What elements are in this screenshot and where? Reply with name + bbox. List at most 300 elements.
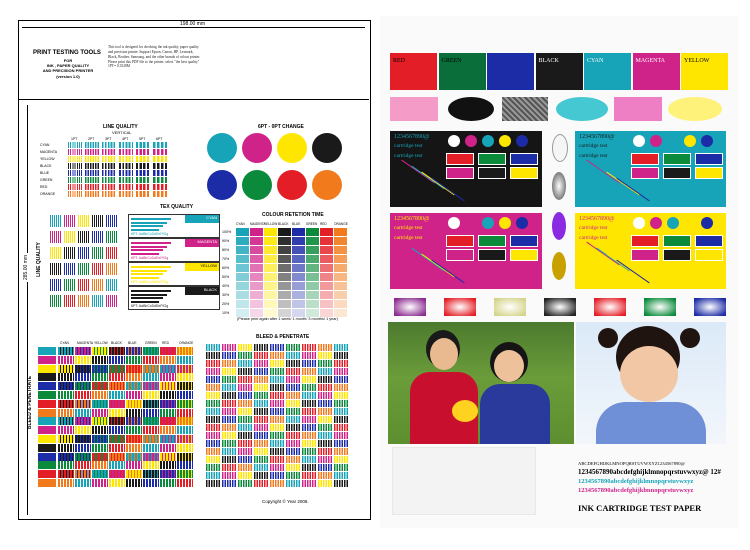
bleed-cell (177, 391, 193, 399)
bleed-cell (143, 461, 159, 469)
bleed-cell (160, 435, 176, 443)
panel-rect (631, 153, 659, 165)
panel-number: 1234567890@ (579, 216, 615, 222)
lq-cell (102, 170, 116, 176)
retention-cell (306, 291, 319, 299)
lq-cell (153, 191, 167, 197)
font-line-3: 1234567890abcdefghijklmnopqrstuvwxyz (578, 478, 694, 485)
lq-cell (102, 156, 116, 162)
bleed-cell (58, 461, 74, 469)
bleed-cell (160, 382, 176, 390)
bleed-cell (126, 479, 142, 487)
lq-row-label: ORANGE (40, 192, 56, 196)
bleed-cell (334, 472, 349, 479)
retention-cell (278, 237, 291, 245)
lq-col-label: 2PT (88, 137, 95, 141)
bleed-cell (334, 360, 349, 367)
bleed-cell (222, 376, 237, 383)
tex-line (131, 249, 163, 251)
bleed-cell (109, 461, 125, 469)
bleed-cell (126, 391, 142, 399)
bleed-cell (177, 347, 193, 355)
bleed-cell (177, 365, 193, 373)
gradient-swatch (694, 298, 726, 316)
bleed-cell (254, 376, 269, 383)
bleed-cell (75, 356, 91, 364)
panel-rect (446, 153, 474, 165)
bleed-cell (286, 360, 301, 367)
lq-cell (119, 142, 133, 148)
bleed-cell (206, 344, 221, 351)
bleed-cell (58, 373, 74, 381)
bleed-cell (254, 424, 269, 431)
cartridge-panel (575, 131, 726, 207)
lq-cell (85, 156, 99, 162)
ink-circle (277, 133, 307, 163)
panel-rect (631, 249, 659, 261)
bleed-cell (126, 470, 142, 478)
bleed-cell (126, 409, 142, 417)
lq-cell (85, 142, 99, 148)
ink-circle (207, 170, 237, 200)
bleed-cell (143, 347, 159, 355)
bleed-cell (302, 400, 317, 407)
lq-col-label: 5PT (139, 137, 146, 141)
bleed-cell (286, 368, 301, 375)
bleed-cell (302, 448, 317, 455)
lq-cell (68, 184, 82, 190)
lq2-cell (78, 279, 90, 291)
baby-face (620, 346, 678, 402)
bleed-cell (270, 344, 285, 351)
lq-cell (68, 191, 82, 197)
lq2-cell (78, 295, 90, 307)
bleed-cell (160, 347, 176, 355)
retention-cell (334, 291, 347, 299)
retention-cell (292, 264, 305, 272)
bleed-cell (318, 360, 333, 367)
bleed-cell (160, 426, 176, 434)
retention-cell (306, 309, 319, 317)
font-line-2: 1234567890abcdefghijklmnopqrstuvwxyz@ 12# (578, 468, 721, 476)
retention-title: COLOUR RETETION TIME (262, 212, 324, 218)
lq-cell (119, 177, 133, 183)
bleed-cell (254, 464, 269, 471)
bleed-row-swatch (38, 426, 56, 434)
bleed-cell (286, 392, 301, 399)
lq-cell (136, 149, 150, 155)
bleed-cell (318, 424, 333, 431)
retention-cell (264, 282, 277, 290)
bleed-cell (92, 391, 108, 399)
bleed-cell (222, 368, 237, 375)
bleed-cell (92, 409, 108, 417)
bleed-cell (334, 456, 349, 463)
bleed-cell (143, 365, 159, 373)
bleed-cell (334, 416, 349, 423)
retention-cell (278, 282, 291, 290)
bleed-cell (334, 352, 349, 359)
panel-rect (663, 249, 691, 261)
bleed-cell (302, 352, 317, 359)
panel-dot (465, 135, 477, 147)
lq-row-label: YELLOW (40, 157, 55, 161)
bleed-cell (222, 344, 237, 351)
bleed-row-swatch (38, 391, 56, 399)
bleed-cell (75, 347, 91, 355)
retention-cell (334, 255, 347, 263)
retention-cell (334, 273, 347, 281)
bleed-col-label: MAGENTA (77, 341, 94, 345)
panel-rect (695, 235, 723, 247)
panel-dot (650, 217, 662, 229)
bleed-cell (206, 352, 221, 359)
bleed-cell (143, 400, 159, 408)
retention-cell (264, 300, 277, 308)
bleed-cell (254, 392, 269, 399)
color-bar (584, 53, 631, 90)
bleed-row-swatch (38, 365, 56, 373)
bleed-cell (75, 365, 91, 373)
retention-cell (250, 291, 263, 299)
height-dimension-line (27, 105, 28, 515)
height-label: 285.00 mm (23, 254, 30, 281)
lq-cell (68, 177, 82, 183)
bleed-cell (177, 461, 193, 469)
lq2-cell (78, 231, 90, 243)
bleed-cell (222, 400, 237, 407)
retention-cell (320, 282, 333, 290)
bleed-cell (270, 360, 285, 367)
bleed-cell (238, 424, 253, 431)
retention-cell (292, 273, 305, 281)
lq2-cell (50, 279, 62, 291)
bleed-col-label: RED (162, 341, 169, 345)
bleed-cell (302, 432, 317, 439)
panel-dot (701, 217, 713, 229)
lq2-cell (64, 295, 76, 307)
bleed-cell (143, 391, 159, 399)
bleed-cell (206, 424, 221, 431)
bleed-cell (143, 356, 159, 364)
lq-row-label: GREEN (40, 178, 53, 182)
bleed-col-label: BLACK (111, 341, 122, 345)
bleed-cell (334, 384, 349, 391)
retention-cell (320, 309, 333, 317)
lq-row-label: BLACK (40, 164, 52, 168)
bleed-cell (160, 365, 176, 373)
bleed-cell (270, 464, 285, 471)
tex-line (131, 218, 171, 220)
bleed-cell (58, 382, 74, 390)
bleed-cell (109, 479, 125, 487)
bleed-cell (270, 432, 285, 439)
retention-cell (292, 237, 305, 245)
panel-number: 1234567890@ (394, 216, 430, 222)
tex-line (131, 253, 159, 255)
bleed-cell (109, 391, 125, 399)
retention-cell (236, 273, 249, 281)
bleed-cell (318, 384, 333, 391)
bleed-cell (318, 368, 333, 375)
panel-rect (446, 235, 474, 247)
bleed-cell (238, 432, 253, 439)
retention-cell (236, 282, 249, 290)
bleed-cell (254, 384, 269, 391)
blank-sample-area (392, 447, 536, 515)
lq2-cell (78, 215, 90, 227)
bleed-cell (177, 444, 193, 452)
bleed-cell (222, 456, 237, 463)
retention-cell (264, 237, 277, 245)
lq-cell (153, 142, 167, 148)
retention-cell (320, 228, 333, 236)
bleed-cell (318, 440, 333, 447)
retention-col-label: ORANGE (334, 222, 348, 226)
bleed-cell (109, 444, 125, 452)
tex-block (128, 238, 220, 262)
bleed-row-swatch (38, 356, 56, 364)
bleed-cell (75, 400, 91, 408)
bleed-cell (177, 417, 193, 425)
lq2-cell (92, 263, 104, 275)
panel-dot (482, 135, 494, 147)
lq2-cell (106, 279, 118, 291)
bleed-cell (92, 435, 108, 443)
lq-cell (85, 170, 99, 176)
bleed-cell (238, 408, 253, 415)
bleed-cell (177, 356, 193, 364)
bleed-cell (126, 347, 142, 355)
tex-line (131, 225, 163, 227)
lq2-cell (50, 215, 62, 227)
lq-cell (85, 163, 99, 169)
lq-cell (119, 184, 133, 190)
retention-cell (320, 291, 333, 299)
lq-cell (102, 142, 116, 148)
bleed-cell (254, 352, 269, 359)
retention-cell (264, 228, 277, 236)
panel-line (431, 178, 464, 202)
bleed-cell (270, 384, 285, 391)
bleed-cell (109, 373, 125, 381)
panel-rect (510, 153, 538, 165)
bleed-cell (206, 360, 221, 367)
bleed-cell (238, 376, 253, 383)
bleed-cell (160, 479, 176, 487)
retention-cell (334, 309, 347, 317)
gradient-swatch (644, 298, 676, 316)
bleed-cell (334, 408, 349, 415)
retention-cell (278, 246, 291, 254)
bleed-cell (318, 392, 333, 399)
bleed-cell (254, 416, 269, 423)
bleed-cell (334, 432, 349, 439)
bleed-cell (238, 448, 253, 455)
bleed-cell (92, 461, 108, 469)
lq-cell (102, 177, 116, 183)
bleed-col-label: ORANGE (179, 341, 194, 345)
bleed-row-swatch (38, 479, 56, 487)
bleed-cell (160, 417, 176, 425)
bleed-cell (254, 432, 269, 439)
bleed-cell (286, 456, 301, 463)
lq-cell (85, 149, 99, 155)
bleed-cell (238, 416, 253, 423)
panel-rect (663, 153, 691, 165)
bleed-cell (302, 480, 317, 487)
panel-dot (465, 217, 477, 229)
bleed-cell (222, 440, 237, 447)
bleed-cell (286, 464, 301, 471)
tex-block-color-label: YELLOW (185, 263, 219, 271)
bleed-cell (286, 472, 301, 479)
panel-text: cartridge test (579, 235, 608, 241)
color-bar (439, 53, 486, 90)
retention-cell (292, 228, 305, 236)
lq2-cell (106, 263, 118, 275)
bleed-cell (160, 356, 176, 364)
lq-cell (68, 163, 82, 169)
panel-dot (633, 217, 645, 229)
white-oval (552, 134, 568, 162)
ink-circle (242, 170, 272, 200)
bleed-cell (75, 453, 91, 461)
lq2-cell (64, 279, 76, 291)
bleed-cell (318, 456, 333, 463)
panel-text: cartridge test (394, 225, 423, 231)
retention-cell (278, 255, 291, 263)
lq2-cell (92, 279, 104, 291)
bleed-cell (143, 426, 159, 434)
panel-dot (499, 135, 511, 147)
bleed-cell (286, 384, 301, 391)
bleed-cell (222, 360, 237, 367)
lq-cell (68, 149, 82, 155)
bleed-cell (58, 347, 74, 355)
panel-rect (510, 167, 538, 179)
retention-cell (264, 273, 277, 281)
gray-oval (552, 172, 566, 200)
color-bar (681, 53, 728, 90)
bleed-cell (177, 400, 193, 408)
lq-cell (102, 163, 116, 169)
bleed-cell (109, 426, 125, 434)
panel-dot (448, 135, 460, 147)
gradient-swatch (494, 298, 526, 316)
panel-text: cartridge test (394, 235, 423, 241)
lq-cell (153, 184, 167, 190)
bleed-row-swatch (38, 435, 56, 443)
lq-cell (153, 177, 167, 183)
copyright-text: Copyright © Year 2008. (262, 499, 309, 504)
lq-row-label: CYAN (40, 143, 50, 147)
bleed-row-swatch (38, 417, 56, 425)
bleed-cell (126, 382, 142, 390)
color-bar-label: RED (393, 58, 405, 64)
retention-cell (236, 228, 249, 236)
retention-cell (320, 273, 333, 281)
retention-cell (236, 264, 249, 272)
tex-line (131, 294, 167, 296)
bleed-cell (238, 480, 253, 487)
gradient-swatch (594, 298, 626, 316)
bleed-cell (177, 373, 193, 381)
lq-cell (153, 156, 167, 162)
lq-row-label: RED (40, 185, 48, 189)
panel-line (616, 260, 649, 284)
tex-block-color-label: BLACK (185, 287, 219, 295)
bleed-cell (58, 365, 74, 373)
bleed-cell (206, 432, 221, 439)
bleed-cell (222, 448, 237, 455)
retention-cell (278, 273, 291, 281)
retention-cell (292, 282, 305, 290)
bleed-cell (270, 480, 285, 487)
bleed-cell (318, 416, 333, 423)
pink-rect (390, 97, 438, 121)
bleed-cell (334, 424, 349, 431)
retention-cell (306, 282, 319, 290)
retention-cell (334, 300, 347, 308)
tex-line (131, 301, 159, 303)
baby-pigtail-right (680, 328, 700, 348)
bleed-row-swatch (38, 400, 56, 408)
tex-line (131, 222, 167, 224)
bleed-cell (126, 435, 142, 443)
bleed-cell (222, 408, 237, 415)
bleed-cell (302, 408, 317, 415)
lq-col-label: 1PT (71, 137, 78, 141)
retention-col-label: RED (320, 222, 327, 226)
retention-cell (278, 309, 291, 317)
panel-dot (448, 217, 460, 229)
bleed-cell (254, 448, 269, 455)
retention-percent: 30% (222, 293, 230, 297)
panel-rect (663, 235, 691, 247)
bleed-row-swatch (38, 453, 56, 461)
bleed-cell (334, 448, 349, 455)
panel-dot (650, 135, 662, 147)
color-bar (390, 53, 437, 90)
bleed-cell (160, 400, 176, 408)
retention-cell (320, 237, 333, 245)
tex-block-color-label: CYAN (185, 215, 219, 223)
bleed-cell (334, 368, 349, 375)
panel-rect (478, 235, 506, 247)
color-bar-label: YELLOW (684, 58, 710, 64)
bleed-row-swatch (38, 444, 56, 452)
bleed-cell (318, 344, 333, 351)
bleed-cell (318, 400, 333, 407)
bleed-cell (334, 400, 349, 407)
retention-cell (264, 246, 277, 254)
tex-line (131, 290, 171, 292)
retention-cell (264, 264, 277, 272)
tex-line (131, 229, 159, 231)
bleed-cell (222, 472, 237, 479)
bleed-cell (92, 356, 108, 364)
retention-cell (236, 237, 249, 245)
bleed-cell (302, 424, 317, 431)
bleed-cell (270, 376, 285, 383)
retention-cell (278, 300, 291, 308)
cartridge-panel (390, 213, 542, 289)
tex-sample: 6PT: AaBbCcDdEeFfGg (131, 280, 169, 284)
bleed-cell (75, 470, 91, 478)
panel-rect (478, 249, 506, 261)
logo-title: PRINT TESTING TOOLS (33, 50, 101, 56)
